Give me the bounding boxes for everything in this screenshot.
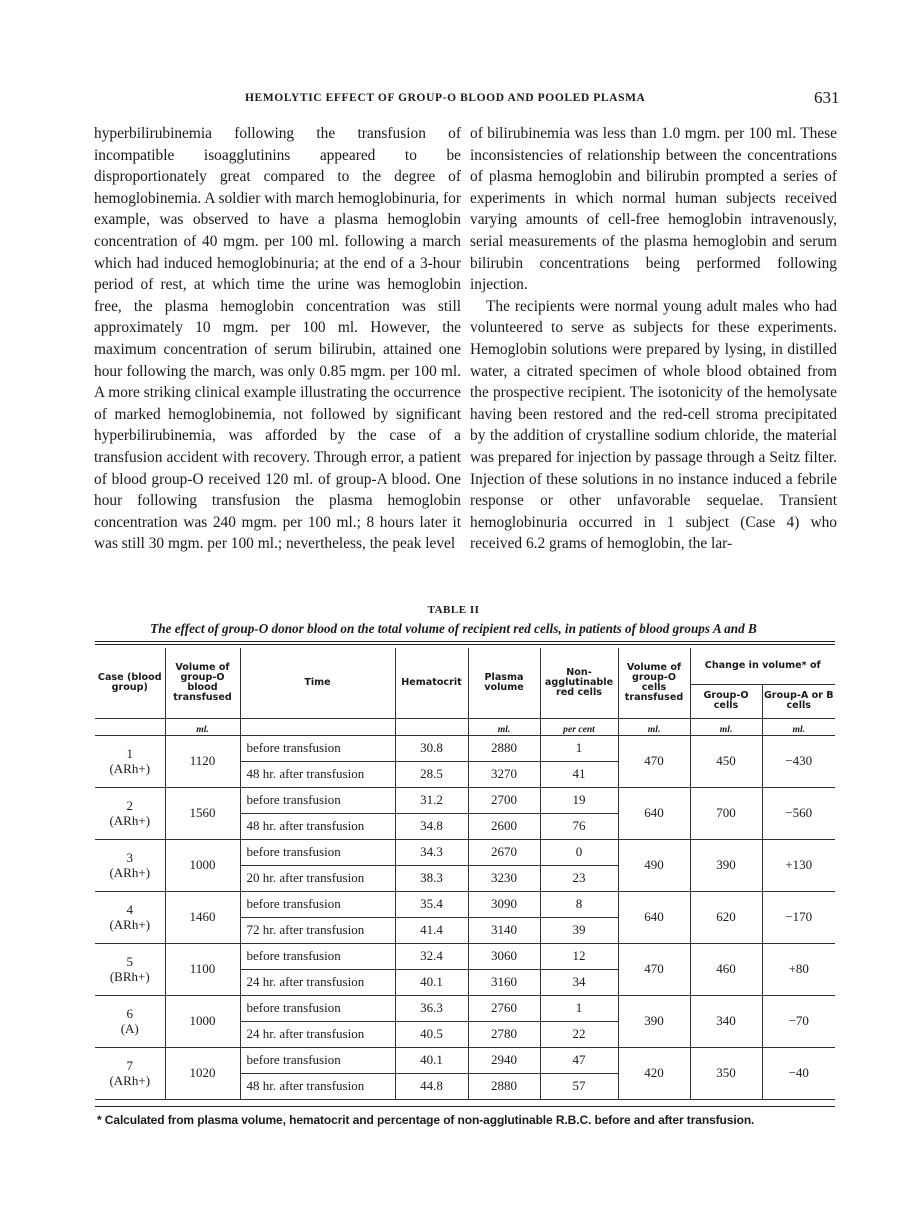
non-agglutinable-cell: 1 <box>540 735 618 761</box>
table-row <box>95 735 835 761</box>
hematocrit-cell: 38.3 <box>395 865 468 891</box>
change-group-ab-cell: −70 <box>762 995 835 1047</box>
hematocrit-cell: 31.2 <box>395 787 468 813</box>
volume-cells-cell: 470 <box>618 735 690 787</box>
case-cell <box>95 787 165 839</box>
time-cell: before transfusion <box>240 995 395 1021</box>
unit-label: ml. <box>468 718 540 735</box>
case-number: 5 <box>126 954 133 969</box>
plasma-volume-cell: 2880 <box>468 735 540 761</box>
change-group-ab-cell: −430 <box>762 735 835 787</box>
non-agglutinable-cell: 39 <box>540 917 618 943</box>
blood-group: (ARh+) <box>109 813 151 828</box>
blood-group: (ARh+) <box>109 917 151 932</box>
hematocrit-cell: 34.8 <box>395 813 468 839</box>
unit-label: ml. <box>762 718 835 735</box>
case-cell <box>95 943 165 995</box>
blood-group: (ARh+) <box>109 865 151 880</box>
plasma-volume-cell: 3230 <box>468 865 540 891</box>
change-group-ab-cell: +80 <box>762 943 835 995</box>
hematocrit-cell: 28.5 <box>395 761 468 787</box>
plasma-volume-cell: 3060 <box>468 943 540 969</box>
plasma-volume-cell: 2600 <box>468 813 540 839</box>
time-cell: before transfusion <box>240 943 395 969</box>
time-cell: 24 hr. after transfusion <box>240 969 395 995</box>
hematocrit-cell: 40.1 <box>395 1047 468 1073</box>
case-number: 3 <box>126 850 133 865</box>
change-group-ab-cell: +130 <box>762 839 835 891</box>
time-cell: before transfusion <box>240 839 395 865</box>
change-group-o-cell: 700 <box>690 787 762 839</box>
volume-blood-cell: 1000 <box>165 839 240 891</box>
table-bottom-rule <box>95 1106 835 1107</box>
units-row <box>95 718 835 735</box>
non-agglutinable-cell: 0 <box>540 839 618 865</box>
blood-group: (ARh+) <box>109 761 151 776</box>
volume-blood-cell: 1120 <box>165 735 240 787</box>
plasma-volume-cell: 2880 <box>468 1073 540 1099</box>
hematocrit-cell: 40.5 <box>395 1021 468 1047</box>
case-number: 1 <box>126 746 133 761</box>
hematocrit-cell: 44.8 <box>395 1073 468 1099</box>
volume-blood-cell: 1000 <box>165 995 240 1047</box>
case-number: 6 <box>126 1006 133 1021</box>
header-change-in-volume: Change in volume* of <box>690 648 835 684</box>
case-cell <box>95 839 165 891</box>
hematocrit-cell: 35.4 <box>395 891 468 917</box>
time-cell: 24 hr. after transfusion <box>240 1021 395 1047</box>
non-agglutinable-cell: 19 <box>540 787 618 813</box>
time-cell: 48 hr. after transfusion <box>240 761 395 787</box>
non-agglutinable-cell: 57 <box>540 1073 618 1099</box>
non-agglutinable-cell: 23 <box>540 865 618 891</box>
time-cell: 20 hr. after transfusion <box>240 865 395 891</box>
table-footnote: * Calculated from plasma volume, hematocrit and percentage of non-agglutinable R.B.C. before and after transfusion. <box>97 1113 755 1127</box>
blood-group: (ARh+) <box>109 1073 151 1088</box>
hematocrit-cell: 30.8 <box>395 735 468 761</box>
running-title: HEMOLYTIC EFFECT OF GROUP-O BLOOD AND POOLED PLASMA <box>245 92 646 104</box>
hematocrit-cell: 34.3 <box>395 839 468 865</box>
page-number: 631 <box>814 88 840 107</box>
volume-cells-cell: 640 <box>618 787 690 839</box>
table-caption: The effect of group-O donor blood on the total volume of recipient red cells, in patients of blood groups A and B <box>150 621 757 636</box>
volume-blood-cell: 1020 <box>165 1047 240 1099</box>
unit-label: per cent <box>540 718 618 735</box>
volume-cells-cell: 640 <box>618 891 690 943</box>
change-group-ab-cell: −40 <box>762 1047 835 1099</box>
paragraph: The recipients were normal young adult males who had volunteered to serve as subjects for these experiments. Hemoglobin solutions were prepared by lysing, in distilled water, a citrated specimen of whole blood obtained from the prospective recipient. The isotonicity of the hemolysate having been restored and the red-cell stroma precipitated by the addition of crystalline sodium chloride, the material was prepared for injection by passage through a Seitz filter. Injection of these solutions in no instance induced a febrile response or other unfavorable sequelae. Transient hemoglobinuria occurred in 1 subject (Case 4) who received 6.2 grams of hemoglobin, the lar- <box>470 297 837 553</box>
unit-label: ml. <box>618 718 690 735</box>
change-group-o-cell: 390 <box>690 839 762 891</box>
unit-label: ml. <box>165 718 240 735</box>
volume-cells-cell: 490 <box>618 839 690 891</box>
case-number: 2 <box>126 798 133 813</box>
case-number: 7 <box>126 1058 133 1073</box>
hematocrit-cell: 32.4 <box>395 943 468 969</box>
volume-cells-cell: 470 <box>618 943 690 995</box>
time-cell: 48 hr. after transfusion <box>240 813 395 839</box>
case-cell <box>95 735 165 787</box>
paragraph: of bilirubinemia was less than 1.0 mgm. per 100 ml. These inconsistencies of relationship between the concentrations of plasma hemoglobin and bilirubin prompted a series of experiments in which normal human subjects received varying amounts of cell-free hemoglobin intravenously, serial measurements of the plasma hemoglobin and serum bilirubin concentrations being performed following injection. <box>470 125 837 294</box>
table-row <box>95 995 835 1021</box>
header-plasma-volume: Plasma volume <box>468 648 540 718</box>
left-text-column <box>94 123 461 555</box>
plasma-volume-cell: 2760 <box>468 995 540 1021</box>
change-group-ab-cell: −170 <box>762 891 835 943</box>
case-cell <box>95 1047 165 1099</box>
change-group-o-cell: 340 <box>690 995 762 1047</box>
time-cell: before transfusion <box>240 891 395 917</box>
data-table <box>95 648 835 1100</box>
table-row <box>95 839 835 865</box>
volume-cells-cell: 420 <box>618 1047 690 1099</box>
non-agglutinable-cell: 47 <box>540 1047 618 1073</box>
header-volume-cells: Volume of group-O cells transfused <box>618 648 690 718</box>
blood-group: (BRh+) <box>109 969 150 984</box>
table-label: TABLE II <box>427 604 480 616</box>
header-change-group-ab: Group-A or B cells <box>762 684 835 718</box>
change-group-o-cell: 350 <box>690 1047 762 1099</box>
change-group-ab-cell: −560 <box>762 787 835 839</box>
non-agglutinable-cell: 1 <box>540 995 618 1021</box>
time-cell: before transfusion <box>240 1047 395 1073</box>
header-volume-blood: Volume of group-O blood transfused <box>165 648 240 718</box>
hematocrit-cell: 36.3 <box>395 995 468 1021</box>
volume-cells-cell: 390 <box>618 995 690 1047</box>
non-agglutinable-cell: 41 <box>540 761 618 787</box>
time-cell: 72 hr. after transfusion <box>240 917 395 943</box>
time-cell: before transfusion <box>240 787 395 813</box>
plasma-volume-cell: 3140 <box>468 917 540 943</box>
unit-label: ml. <box>690 718 762 735</box>
non-agglutinable-cell: 22 <box>540 1021 618 1047</box>
plasma-volume-cell: 3160 <box>468 969 540 995</box>
blood-group: (A) <box>120 1021 139 1036</box>
plasma-volume-cell: 2670 <box>468 839 540 865</box>
plasma-volume-cell: 3090 <box>468 891 540 917</box>
table-top-rule <box>95 641 835 645</box>
paragraph: hyperbilirubinemia following the transfusion of incompatible isoagglutinins appeared to be disproportionately great compared to the degree of hemoglobinemia. A soldier with march hemoglobinuria, for example, was observed to have a plasma hemoglobin concentration of 40 mgm. per 100 ml. following a march which had induced hemoglobinuria; at the end of a 3-hour period of rest, at which time the urine was hemoglobin free, the plasma hemoglobin concentration was still approximately 10 mgm. per 100 ml. However, the maximum concentration of serum bilirubin, attained one hour following the march, was only 0.85 mgm. per 100 ml. A more striking clinical example illustrating the occurrence of marked hemoglobinemia, not followed by significant hyperbilirubinemia, was afforded by the case of a transfusion accident with recovery. Through error, a patient of blood group-O received 120 ml. of group-A blood. One hour following transfusion the plasma hemoglobin concentration was 240 mgm. per 100 ml.; 8 hours later it was still 30 mgm. per 100 ml.; nevertheless, the peak level <box>94 125 461 553</box>
header-non-agglutinable: Non-agglutinable red cells <box>540 648 618 718</box>
case-number: 4 <box>126 902 133 917</box>
right-text-column <box>470 123 837 555</box>
time-cell: 48 hr. after transfusion <box>240 1073 395 1099</box>
header-case: Case (blood group) <box>95 648 165 718</box>
header-change-group-o: Group-O cells <box>690 684 762 718</box>
table-row <box>95 943 835 969</box>
non-agglutinable-cell: 12 <box>540 943 618 969</box>
non-agglutinable-cell: 34 <box>540 969 618 995</box>
case-cell <box>95 995 165 1047</box>
volume-blood-cell: 1560 <box>165 787 240 839</box>
change-group-o-cell: 620 <box>690 891 762 943</box>
volume-blood-cell: 1460 <box>165 891 240 943</box>
plasma-volume-cell: 3270 <box>468 761 540 787</box>
plasma-volume-cell: 2700 <box>468 787 540 813</box>
hematocrit-cell: 40.1 <box>395 969 468 995</box>
change-group-o-cell: 450 <box>690 735 762 787</box>
case-cell <box>95 891 165 943</box>
time-cell: before transfusion <box>240 735 395 761</box>
hematocrit-cell: 41.4 <box>395 917 468 943</box>
plasma-volume-cell: 2940 <box>468 1047 540 1073</box>
header-time: Time <box>240 648 395 718</box>
table-row <box>95 1047 835 1073</box>
header-hematocrit: Hematocrit <box>395 648 468 718</box>
volume-blood-cell: 1100 <box>165 943 240 995</box>
change-group-o-cell: 460 <box>690 943 762 995</box>
table-row <box>95 891 835 917</box>
table-row <box>95 787 835 813</box>
non-agglutinable-cell: 76 <box>540 813 618 839</box>
plasma-volume-cell: 2780 <box>468 1021 540 1047</box>
non-agglutinable-cell: 8 <box>540 891 618 917</box>
